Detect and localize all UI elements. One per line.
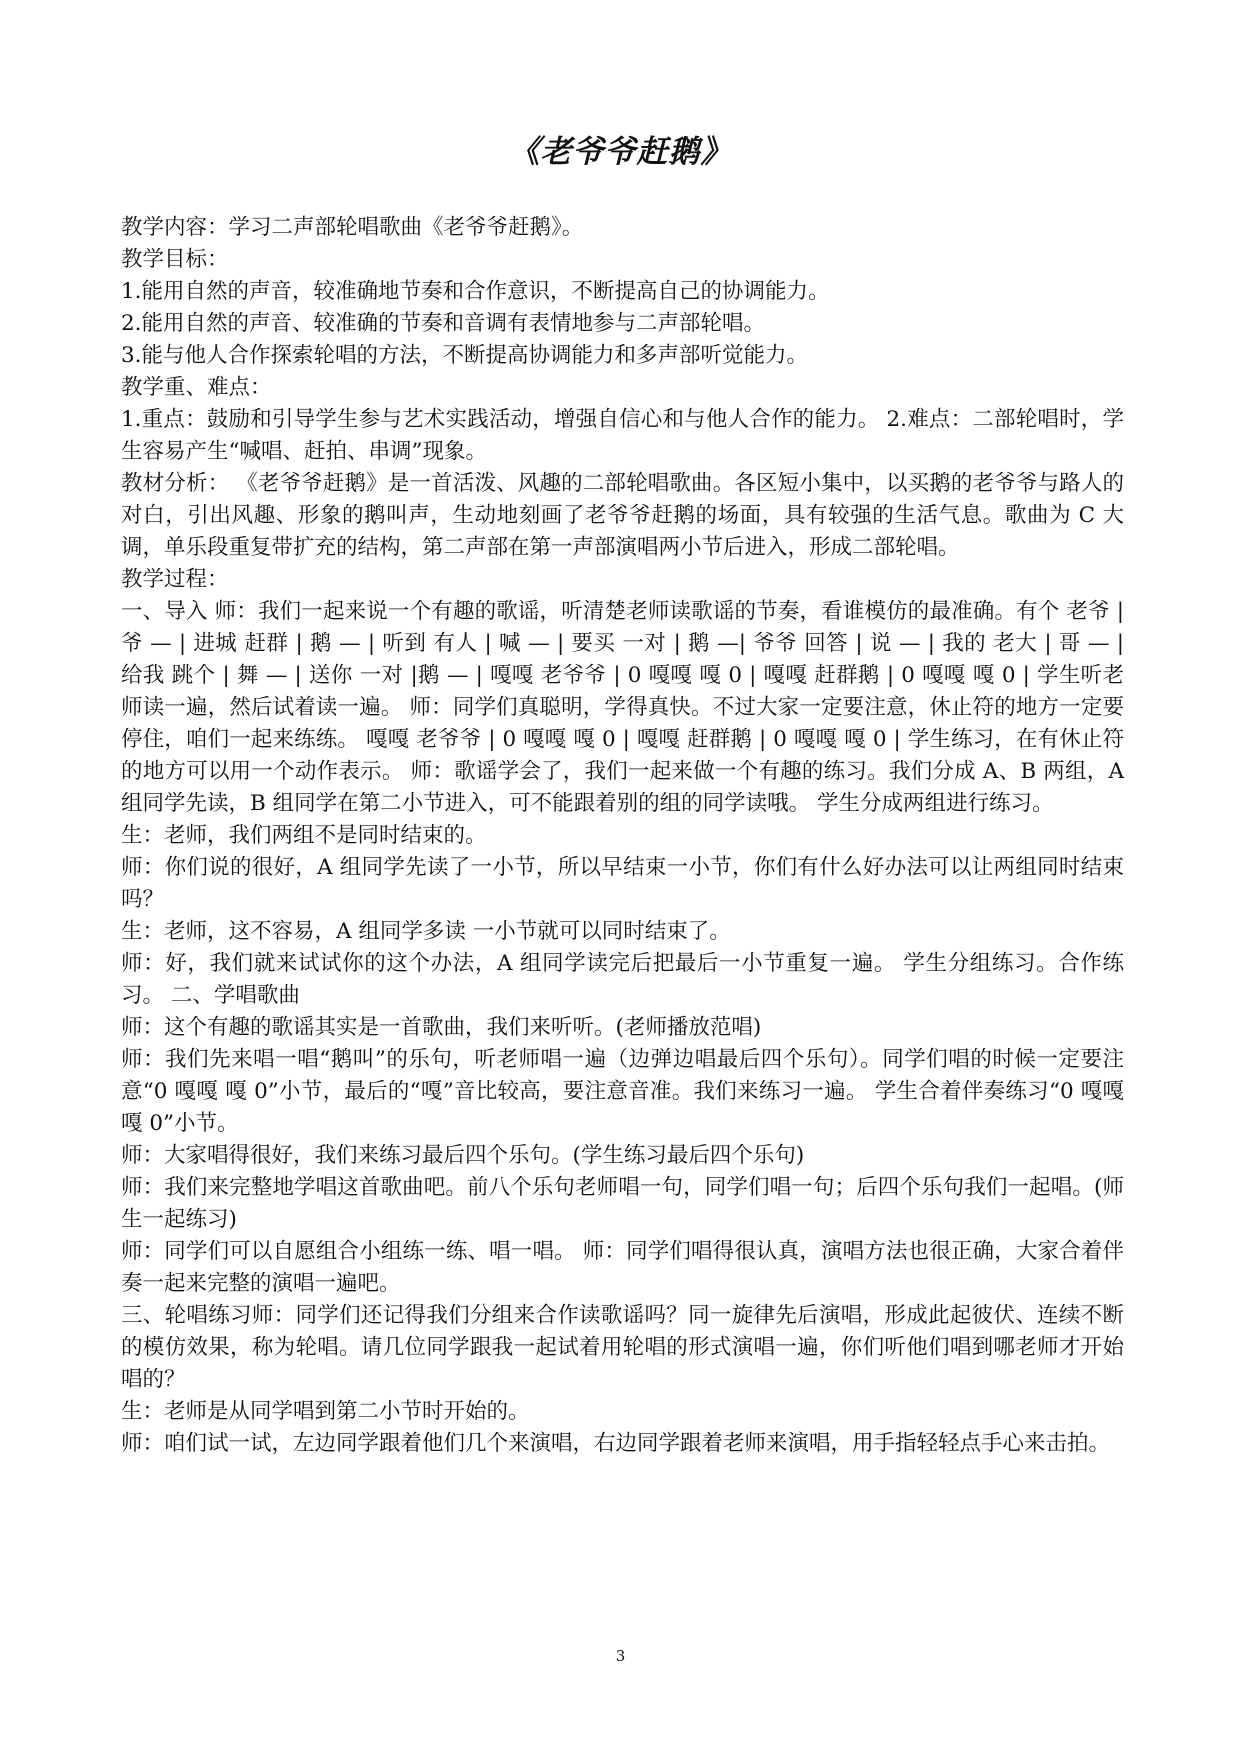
paragraph-goal-2: 2.能用自然的声音、较准确的节奏和音调有表情地参与二声部轮唱。 xyxy=(121,311,766,336)
paragraph-content: 教学内容：学习二声部轮唱歌曲《老爷爷赶鹅》。 xyxy=(121,215,584,240)
paragraph-dialogue: 师：大家唱得很好，我们来练习最后四个乐句。(学生练习最后四个乐句) xyxy=(121,1143,805,1168)
paragraph-dialogue: 师：同学们可以自愿组合小组练一练、唱一唱。 师：同学们唱得很认真，演唱方法也很正确，大家合着伴奏一起来完整的演唱一遍吧。 xyxy=(121,1239,1124,1296)
paragraph-dialogue: 师：我们先来唱一唱“鹅叫”的乐句，听老师唱一遍（边弹边唱最后四个乐句）。同学们唱的时候一定要注意“0 嘎嘎 嘎 0”小节，最后的“嘎”音比较高，要注意音准。我们来练习一遍。 学生合着伴奏练习“0 嘎嘎 嘎 0”小节。 xyxy=(121,1047,1124,1136)
paragraph-analysis: 教材分析： 《老爷爷赶鹅》是一首活泼、风趣的二部轮唱歌曲。各区短小集中，以买鹅的老爷爷与路人的对白，引出风趣、形象的鹅叫声，生动地刻画了老爷爷赶鹅的场面，具有较强的生活气息。歌曲为 C 大调，单乐段重复带扩充的结构，第二声部在第一声部演唱两小节后进入，形成二部轮唱。 xyxy=(121,471,1124,560)
paragraph-intro: 一、导入 师：我们一起来说一个有趣的歌谣，听清楚老师读歌谣的节奏，看谁模仿的最准确。有个 老爷 | 爷 — | 进城 赶群 | 鹅 — | 听到 有人 | 喊 — | 要买 一对 | 鹅 —| 爷爷 回答 | 说 — | 我的 老大 | 哥 — | 给我 跳个 | 舞 — | 送你 一对 |鹅 — | 嘎嘎 老爷爷 | 0 嘎嘎 嘎 0 | 嘎嘎 赶群鹅 | 0 嘎嘎 嘎 0 | 学生听老师读一遍，然后试着读一遍。 师：同学们真聪明，学得真快。不过大家一定要注意，休止符的地方一定要停住，咱们一起来练练。 嘎嘎 老爷爷 | 0 嘎嘎 嘎 0 | 嘎嘎 赶群鹅 | 0 嘎嘎 嘎 0 | 学生练习，在有休止符的地方可以用一个动作表示。 师：歌谣学会了，我们一起来做一个有趣的练习。我们分成 A、B 两组，A 组同学先读，B 组同学在第二小节进入，可不能跟着别的组的同学读哦。 学生分成两组进行练习。 xyxy=(121,599,1124,816)
paragraph-dialogue: 师：你们说的很好，A 组同学先读了一小节，所以早结束一小节，你们有什么好办法可以让两组同时结束吗？ xyxy=(121,855,1124,912)
paragraph-dialogue: 生：老师，这不容易，A 组同学多读 一小节就可以同时结束了。 xyxy=(121,919,731,944)
paragraph-round-practice: 三、轮唱练习师：同学们还记得我们分组来合作读歌谣吗？同一旋律先后演唱，形成此起彼伏、连续不断的模仿效果，称为轮唱。请几位同学跟我一起试着用轮唱的形式演唱一遍，你们听他们唱到哪老师才开始唱的？ xyxy=(121,1303,1124,1392)
paragraph-goals-heading: 教学目标： xyxy=(121,247,229,272)
document-body xyxy=(121,212,1124,1460)
paragraph-keypoints: 1.重点：鼓励和引导学生参与艺术实践活动，增强自信心和与他人合作的能力。 2.难点：二部轮唱时，学生容易产生“喊唱、赶拍、串调”现象。 xyxy=(121,407,1124,464)
paragraph-dialogue: 师：咱们试一试，左边同学跟着他们几个来演唱，右边同学跟着老师来演唱，用手指轻轻点手心来击拍。 xyxy=(121,1431,1111,1456)
page-number: 3 xyxy=(615,1647,626,1665)
paragraph-dialogue: 师：我们来完整地学唱这首歌曲吧。前八个乐句老师唱一句，同学们唱一句；后四个乐句我们一起唱。(师生一起练习) xyxy=(121,1175,1124,1232)
document-title: 《老爷爷赶鹅》 xyxy=(508,134,733,170)
paragraph-goal-3: 3.能与他人合作探索轮唱的方法，不断提高协调能力和多声部听觉能力。 xyxy=(121,343,809,368)
paragraph-goal-1: 1.能用自然的声音，较准确地节奏和合作意识，不断提高自己的协调能力。 xyxy=(121,279,830,304)
paragraph-dialogue: 生：老师，我们两组不是同时结束的。 xyxy=(121,823,487,848)
paragraph-dialogue: 生：老师是从同学唱到第二小节时开始的。 xyxy=(121,1399,530,1424)
paragraph-dialogue: 师：好，我们就来试试你的这个办法，A 组同学读完后把最后一小节重复一遍。 学生分组练习。合作练习。 二、学唱歌曲 xyxy=(121,951,1124,1008)
paragraph-dialogue: 师：这个有趣的歌谣其实是一首歌曲，我们来听听。(老师播放范唱) xyxy=(121,1015,762,1040)
paragraph-keypoints-heading: 教学重、难点： xyxy=(121,375,272,400)
paragraph-process-heading: 教学过程： xyxy=(121,567,229,592)
